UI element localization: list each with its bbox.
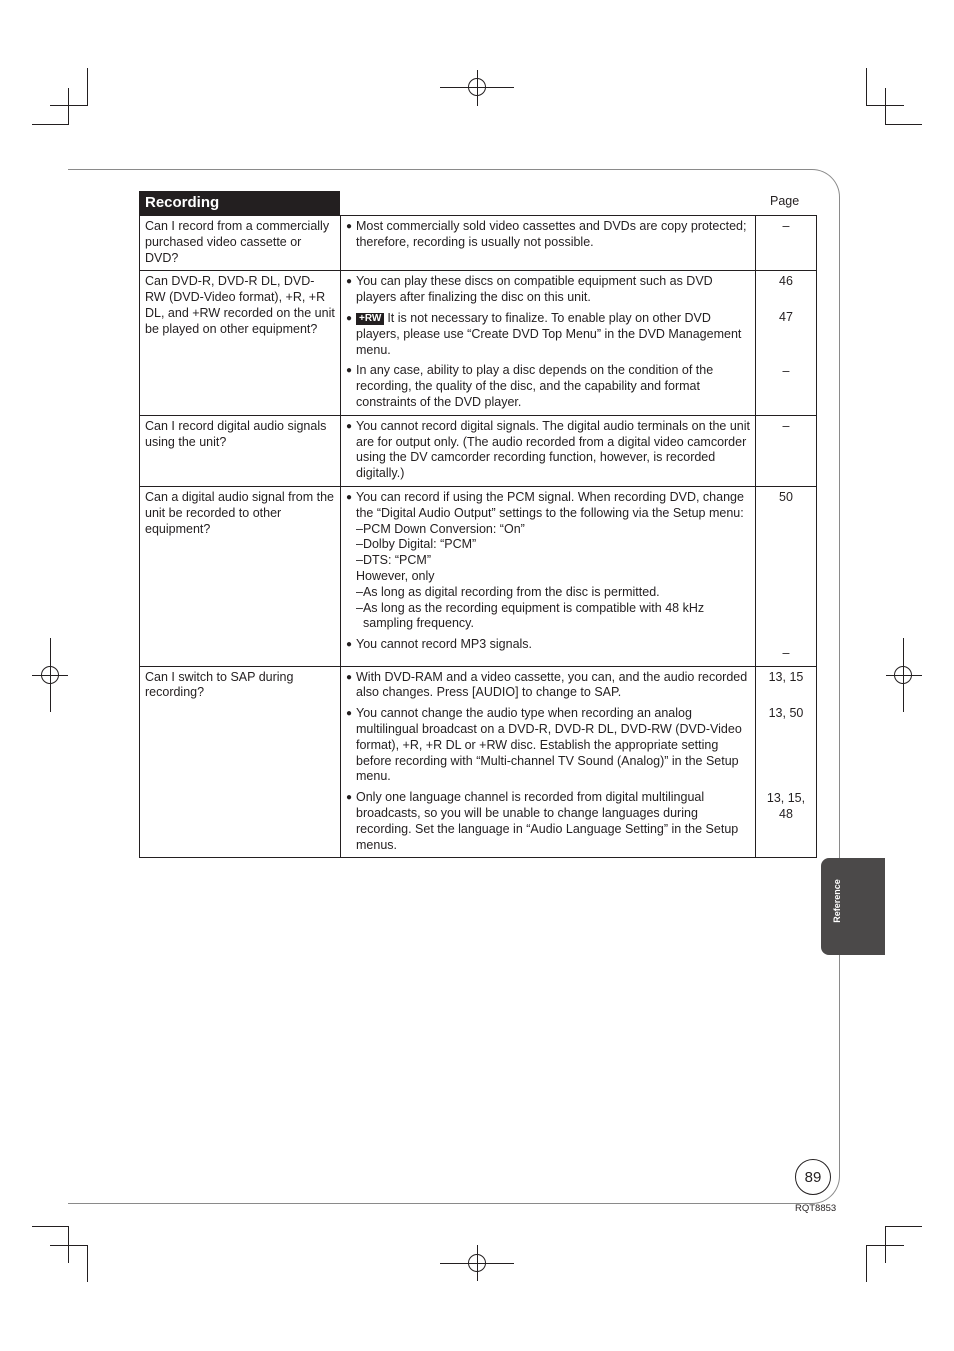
answer-item xyxy=(346,274,750,306)
page-ref: 13, 50 xyxy=(768,706,804,721)
answer-cell xyxy=(341,271,756,415)
page-cell xyxy=(756,216,817,271)
crop-mark xyxy=(32,124,69,125)
page-ref: 46 xyxy=(779,274,793,289)
setting-line: However, only xyxy=(356,568,435,583)
crop-mark xyxy=(866,1245,867,1282)
crop-mark xyxy=(68,88,69,125)
faq-table xyxy=(139,215,817,858)
model-code: RQT8853 xyxy=(795,1203,837,1214)
page-ref: – xyxy=(782,363,790,378)
answer-text: You cannot record MP3 signals. xyxy=(356,637,533,652)
crop-mark xyxy=(50,105,88,106)
answer-cell xyxy=(341,486,756,666)
side-tab-label: Reference xyxy=(832,879,842,923)
answer-text: You can record if using the PCM signal. When recording DVD, change the “Digital Audio Output” settings to the following via the Setup menu: xyxy=(356,489,744,520)
answer-text: It is not necessary to finalize. To enable play on other DVD players, please use “Create DVD Top Menu” in the DVD Management menu. xyxy=(356,310,742,357)
page-ref: 47 xyxy=(779,310,793,325)
answer-text: You can play these discs on compatible equipment such as DVD players after finalizing the disc on this unit. xyxy=(356,274,713,305)
crop-mark xyxy=(87,68,88,106)
answer-item xyxy=(346,706,750,785)
answer-item xyxy=(346,637,750,653)
table-row xyxy=(140,486,817,666)
page-cell xyxy=(756,486,817,666)
bullet-icon: ● xyxy=(346,276,353,288)
answer-item xyxy=(346,419,750,482)
page-cell xyxy=(756,271,817,415)
setting-line: sampling frequency. xyxy=(363,616,474,631)
answer-item xyxy=(346,490,750,632)
table-row xyxy=(140,271,817,415)
setting-line: –As long as the recording equipment is compatible with 48 kHz xyxy=(356,600,705,615)
reference-side-tab xyxy=(821,858,885,955)
table-row xyxy=(140,666,817,858)
registration-circle xyxy=(41,666,59,684)
table-row xyxy=(140,216,817,271)
question-cell: Can I switch to SAP during recording? xyxy=(140,666,341,858)
page-ref: – xyxy=(782,418,790,433)
answer-item xyxy=(346,363,750,410)
answer-item xyxy=(346,311,750,358)
page-number: 89 xyxy=(795,1159,831,1195)
answer-cell xyxy=(341,216,756,271)
bullet-icon: ● xyxy=(346,491,353,503)
answer-text: You cannot record digital signals. The digital audio terminals on the unit are for output only. (The audio recorded from a digital video camcorder using the DV camcorder recording function, however, is recorded digitally.) xyxy=(356,418,751,481)
answer-text: Only one language channel is recorded from digital multilingual broadcasts, so you will be unable to change languages during recording. Set the language in “Audio Language Setting” in the Setup menus. xyxy=(356,790,739,852)
page-ref: 50 xyxy=(779,489,793,504)
bullet-icon: ● xyxy=(346,312,353,324)
crop-mark xyxy=(87,1245,88,1282)
answer-item xyxy=(346,790,750,853)
page-ref: 48 xyxy=(779,806,793,821)
answer-text: With DVD-RAM and a video cassette, you can, and the audio recorded also changes. Press [AUDIO] to change to SAP. xyxy=(356,669,748,700)
crop-mark xyxy=(50,1245,88,1246)
question-cell: Can a digital audio signal from the unit be recorded to other equipment? xyxy=(140,486,341,666)
table-row xyxy=(140,415,817,486)
bullet-icon: ● xyxy=(346,221,353,232)
setting-line: –As long as digital recording from the disc is permitted. xyxy=(356,584,660,599)
answer-cell xyxy=(341,666,756,858)
crop-mark xyxy=(885,1226,922,1227)
bullet-icon: ● xyxy=(346,639,353,651)
crop-mark xyxy=(866,1245,904,1246)
bullet-icon: ● xyxy=(346,365,353,377)
answer-cell xyxy=(341,415,756,486)
bullet-icon: ● xyxy=(346,792,353,804)
registration-circle xyxy=(468,1254,486,1272)
setting-line: –DTS: “PCM” xyxy=(356,553,431,568)
answer-text: You cannot change the audio type when recording an analog multilingual broadcast on a DVD-R, DVD-R DL, DVD-RW (DVD-Video format), +R, +R DL or +RW disc. Establish the appropriate setting before recording with “Multi-channel TV Sound (Analog)” in the Setup menu. xyxy=(356,706,742,784)
crop-mark xyxy=(866,105,904,106)
registration-circle xyxy=(894,666,912,684)
bullet-icon: ● xyxy=(346,420,353,432)
page-ref: 13, 15, xyxy=(766,791,806,806)
answer-text: In any case, ability to play a disc depends on the condition of the recording, the quality of the disc, and the capability and format constraints of the DVD player. xyxy=(356,363,714,409)
question-cell: Can I record from a commercially purchased video cassette or DVD? xyxy=(140,216,341,271)
page-ref: 13, 15 xyxy=(768,669,804,684)
page-ref: – xyxy=(782,645,790,660)
crop-mark xyxy=(32,1226,69,1227)
question-cell: Can DVD-R, DVD-R DL, DVD-RW (DVD-Video format), +R, +R DL, and +RW recorded on the unit be played on other equipment? xyxy=(140,271,341,415)
answer-text: Most commercially sold video cassettes and DVDs are copy protected; therefore, recording is usually not possible. xyxy=(356,219,747,249)
registration-circle xyxy=(468,78,486,96)
page-cell xyxy=(756,415,817,486)
bullet-icon: ● xyxy=(346,671,353,683)
crop-mark xyxy=(866,68,867,106)
answer-item xyxy=(346,219,750,251)
setting-line: –Dolby Digital: “PCM” xyxy=(356,537,477,552)
answer-item xyxy=(346,670,750,702)
bullet-icon: ● xyxy=(346,708,353,720)
crop-mark xyxy=(885,88,886,125)
question-cell: Can I record digital audio signals using the unit? xyxy=(140,415,341,486)
page-cell xyxy=(756,666,817,858)
section-title: Recording xyxy=(139,191,340,215)
crop-mark xyxy=(885,124,922,125)
plus-rw-badge: +RW xyxy=(356,313,384,325)
setting-line: –PCM Down Conversion: “On” xyxy=(356,521,525,536)
page-column-label: Page xyxy=(770,194,800,208)
page-ref: – xyxy=(782,219,790,233)
